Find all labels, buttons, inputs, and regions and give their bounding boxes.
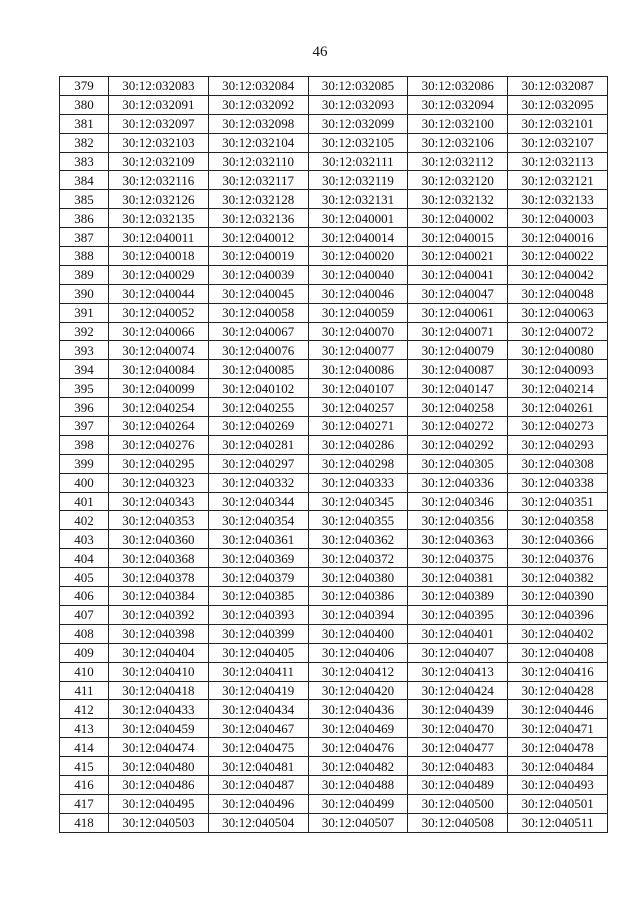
cadastral-number-3: 30:12:040380 bbox=[308, 568, 408, 587]
cadastral-number-1: 30:12:040392 bbox=[109, 605, 209, 624]
cadastral-number-4: 30:12:032086 bbox=[408, 77, 508, 96]
cadastral-number-1: 30:12:040474 bbox=[109, 738, 209, 757]
cadastral-number-2: 30:12:040332 bbox=[208, 473, 308, 492]
table-row bbox=[60, 77, 608, 96]
cadastral-number-5: 30:12:040003 bbox=[508, 209, 608, 228]
cadastral-number-5: 30:12:040338 bbox=[508, 473, 608, 492]
cadastral-number-4: 30:12:032112 bbox=[408, 152, 508, 171]
row-number: 411 bbox=[60, 681, 109, 700]
table-row bbox=[60, 190, 608, 209]
cadastral-number-5: 30:12:040358 bbox=[508, 511, 608, 530]
cadastral-number-4: 30:12:040002 bbox=[408, 209, 508, 228]
cadastral-number-1: 30:12:040404 bbox=[109, 643, 209, 662]
cadastral-number-2: 30:12:040019 bbox=[208, 247, 308, 266]
cadastral-number-2: 30:12:040039 bbox=[208, 265, 308, 284]
cadastral-number-5: 30:12:040478 bbox=[508, 738, 608, 757]
table-row bbox=[60, 133, 608, 152]
cadastral-number-1: 30:12:040074 bbox=[109, 341, 209, 360]
cadastral-number-2: 30:12:032136 bbox=[208, 209, 308, 228]
cadastral-number-5: 30:12:040471 bbox=[508, 719, 608, 738]
cadastral-number-5: 30:12:040273 bbox=[508, 417, 608, 436]
cadastral-number-2: 30:12:040297 bbox=[208, 454, 308, 473]
cadastral-number-2: 30:12:040385 bbox=[208, 587, 308, 606]
cadastral-number-2: 30:12:032084 bbox=[208, 77, 308, 96]
row-number: 401 bbox=[60, 492, 109, 511]
cadastral-number-5: 30:12:040493 bbox=[508, 775, 608, 794]
cadastral-number-1: 30:12:040018 bbox=[109, 247, 209, 266]
table-row bbox=[60, 247, 608, 266]
cadastral-number-3: 30:12:040046 bbox=[308, 284, 408, 303]
cadastral-number-2: 30:12:040361 bbox=[208, 530, 308, 549]
cadastral-number-5: 30:12:040042 bbox=[508, 265, 608, 284]
cadastral-number-1: 30:12:032097 bbox=[109, 114, 209, 133]
row-number: 410 bbox=[60, 662, 109, 681]
cadastral-number-5: 30:12:040093 bbox=[508, 360, 608, 379]
cadastral-number-5: 30:12:040390 bbox=[508, 587, 608, 606]
cadastral-number-3: 30:12:040333 bbox=[308, 473, 408, 492]
table-row bbox=[60, 265, 608, 284]
cadastral-number-2: 30:12:032117 bbox=[208, 171, 308, 190]
cadastral-number-1: 30:12:040418 bbox=[109, 681, 209, 700]
cadastral-number-5: 30:12:040484 bbox=[508, 757, 608, 776]
cadastral-number-5: 30:12:040501 bbox=[508, 794, 608, 813]
cadastral-number-1: 30:12:040323 bbox=[109, 473, 209, 492]
table-row bbox=[60, 794, 608, 813]
cadastral-number-1: 30:12:040398 bbox=[109, 624, 209, 643]
row-number: 399 bbox=[60, 454, 109, 473]
table-row bbox=[60, 454, 608, 473]
cadastral-number-4: 30:12:040079 bbox=[408, 341, 508, 360]
cadastral-number-3: 30:12:040070 bbox=[308, 322, 408, 341]
row-number: 381 bbox=[60, 114, 109, 133]
cadastral-number-4: 30:12:040401 bbox=[408, 624, 508, 643]
cadastral-number-1: 30:12:032109 bbox=[109, 152, 209, 171]
cadastral-number-5: 30:12:040351 bbox=[508, 492, 608, 511]
cadastral-number-1: 30:12:040378 bbox=[109, 568, 209, 587]
cadastral-number-3: 30:12:040507 bbox=[308, 813, 408, 832]
cadastral-number-4: 30:12:040483 bbox=[408, 757, 508, 776]
row-number: 406 bbox=[60, 587, 109, 606]
cadastral-number-5: 30:12:040261 bbox=[508, 398, 608, 417]
row-number: 385 bbox=[60, 190, 109, 209]
cadastral-number-1: 30:12:032126 bbox=[109, 190, 209, 209]
cadastral-number-5: 30:12:040396 bbox=[508, 605, 608, 624]
row-number: 404 bbox=[60, 549, 109, 568]
cadastral-number-4: 30:12:040047 bbox=[408, 284, 508, 303]
table-row bbox=[60, 303, 608, 322]
table-row bbox=[60, 398, 608, 417]
table-row bbox=[60, 435, 608, 454]
cadastral-number-1: 30:12:032116 bbox=[109, 171, 209, 190]
cadastral-number-2: 30:12:040475 bbox=[208, 738, 308, 757]
cadastral-number-4: 30:12:032120 bbox=[408, 171, 508, 190]
cadastral-number-4: 30:12:040021 bbox=[408, 247, 508, 266]
cadastral-number-1: 30:12:040410 bbox=[109, 662, 209, 681]
cadastral-number-5: 30:12:032107 bbox=[508, 133, 608, 152]
cadastral-number-3: 30:12:040271 bbox=[308, 417, 408, 436]
table-row bbox=[60, 775, 608, 794]
table-row bbox=[60, 417, 608, 436]
cadastral-number-4: 30:12:040489 bbox=[408, 775, 508, 794]
cadastral-number-2: 30:12:040393 bbox=[208, 605, 308, 624]
cadastral-number-5: 30:12:032087 bbox=[508, 77, 608, 96]
cadastral-number-4: 30:12:040395 bbox=[408, 605, 508, 624]
table-row bbox=[60, 284, 608, 303]
cadastral-number-2: 30:12:040045 bbox=[208, 284, 308, 303]
row-number: 389 bbox=[60, 265, 109, 284]
cadastral-number-3: 30:12:032111 bbox=[308, 152, 408, 171]
cadastral-number-5: 30:12:040416 bbox=[508, 662, 608, 681]
table-row bbox=[60, 511, 608, 530]
cadastral-number-2: 30:12:040379 bbox=[208, 568, 308, 587]
cadastral-number-3: 30:12:032085 bbox=[308, 77, 408, 96]
cadastral-number-3: 30:12:040499 bbox=[308, 794, 408, 813]
cadastral-number-1: 30:12:040254 bbox=[109, 398, 209, 417]
cadastral-number-2: 30:12:040255 bbox=[208, 398, 308, 417]
cadastral-number-4: 30:12:040470 bbox=[408, 719, 508, 738]
cadastral-number-3: 30:12:040257 bbox=[308, 398, 408, 417]
cadastral-number-4: 30:12:040375 bbox=[408, 549, 508, 568]
row-number: 408 bbox=[60, 624, 109, 643]
cadastral-number-3: 30:12:040077 bbox=[308, 341, 408, 360]
cadastral-number-3: 30:12:040362 bbox=[308, 530, 408, 549]
cadastral-number-3: 30:12:040436 bbox=[308, 700, 408, 719]
cadastral-number-2: 30:12:040344 bbox=[208, 492, 308, 511]
cadastral-table bbox=[59, 76, 608, 833]
row-number: 388 bbox=[60, 247, 109, 266]
cadastral-number-2: 30:12:040058 bbox=[208, 303, 308, 322]
row-number: 416 bbox=[60, 775, 109, 794]
cadastral-number-1: 30:12:040480 bbox=[109, 757, 209, 776]
cadastral-number-1: 30:12:040052 bbox=[109, 303, 209, 322]
cadastral-number-3: 30:12:040345 bbox=[308, 492, 408, 511]
cadastral-number-5: 30:12:040072 bbox=[508, 322, 608, 341]
cadastral-number-5: 30:12:032095 bbox=[508, 95, 608, 114]
row-number: 387 bbox=[60, 228, 109, 247]
page-number: 46 bbox=[312, 44, 328, 60]
cadastral-number-1: 30:12:040295 bbox=[109, 454, 209, 473]
cadastral-number-4: 30:12:040439 bbox=[408, 700, 508, 719]
cadastral-number-4: 30:12:032100 bbox=[408, 114, 508, 133]
cadastral-number-5: 30:12:040446 bbox=[508, 700, 608, 719]
cadastral-number-4: 30:12:040381 bbox=[408, 568, 508, 587]
row-number: 402 bbox=[60, 511, 109, 530]
row-number: 395 bbox=[60, 379, 109, 398]
cadastral-number-2: 30:12:032104 bbox=[208, 133, 308, 152]
cadastral-number-1: 30:12:040276 bbox=[109, 435, 209, 454]
cadastral-number-3: 30:12:040400 bbox=[308, 624, 408, 643]
row-number: 403 bbox=[60, 530, 109, 549]
row-number: 415 bbox=[60, 757, 109, 776]
row-number: 397 bbox=[60, 417, 109, 436]
cadastral-table-body bbox=[60, 77, 608, 833]
cadastral-number-5: 30:12:040382 bbox=[508, 568, 608, 587]
table-row bbox=[60, 322, 608, 341]
cadastral-number-5: 30:12:040293 bbox=[508, 435, 608, 454]
cadastral-number-3: 30:12:040001 bbox=[308, 209, 408, 228]
cadastral-number-2: 30:12:040067 bbox=[208, 322, 308, 341]
cadastral-number-4: 30:12:040508 bbox=[408, 813, 508, 832]
cadastral-number-5: 30:12:032121 bbox=[508, 171, 608, 190]
row-number: 382 bbox=[60, 133, 109, 152]
cadastral-number-4: 30:12:040305 bbox=[408, 454, 508, 473]
cadastral-number-2: 30:12:040281 bbox=[208, 435, 308, 454]
cadastral-number-4: 30:12:040413 bbox=[408, 662, 508, 681]
cadastral-number-3: 30:12:040420 bbox=[308, 681, 408, 700]
cadastral-number-4: 30:12:040041 bbox=[408, 265, 508, 284]
cadastral-number-5: 30:12:040214 bbox=[508, 379, 608, 398]
cadastral-number-4: 30:12:040272 bbox=[408, 417, 508, 436]
table-row bbox=[60, 549, 608, 568]
cadastral-number-5: 30:12:040022 bbox=[508, 247, 608, 266]
cadastral-number-3: 30:12:032119 bbox=[308, 171, 408, 190]
table-row bbox=[60, 681, 608, 700]
cadastral-number-2: 30:12:040102 bbox=[208, 379, 308, 398]
cadastral-number-1: 30:12:040084 bbox=[109, 360, 209, 379]
cadastral-number-4: 30:12:040424 bbox=[408, 681, 508, 700]
cadastral-number-3: 30:12:032099 bbox=[308, 114, 408, 133]
cadastral-number-2: 30:12:040354 bbox=[208, 511, 308, 530]
cadastral-number-2: 30:12:040076 bbox=[208, 341, 308, 360]
cadastral-number-4: 30:12:040061 bbox=[408, 303, 508, 322]
cadastral-number-2: 30:12:032092 bbox=[208, 95, 308, 114]
cadastral-number-1: 30:12:040433 bbox=[109, 700, 209, 719]
row-number: 412 bbox=[60, 700, 109, 719]
cadastral-number-5: 30:12:040511 bbox=[508, 813, 608, 832]
row-number: 386 bbox=[60, 209, 109, 228]
cadastral-number-2: 30:12:040012 bbox=[208, 228, 308, 247]
cadastral-number-4: 30:12:040363 bbox=[408, 530, 508, 549]
table-row bbox=[60, 95, 608, 114]
table-row bbox=[60, 114, 608, 133]
cadastral-number-3: 30:12:040488 bbox=[308, 775, 408, 794]
row-number: 409 bbox=[60, 643, 109, 662]
cadastral-number-4: 30:12:040389 bbox=[408, 587, 508, 606]
cadastral-number-3: 30:12:040014 bbox=[308, 228, 408, 247]
cadastral-number-4: 30:12:040147 bbox=[408, 379, 508, 398]
table-row bbox=[60, 587, 608, 606]
cadastral-number-1: 30:12:040264 bbox=[109, 417, 209, 436]
row-number: 390 bbox=[60, 284, 109, 303]
cadastral-number-5: 30:12:040048 bbox=[508, 284, 608, 303]
row-number: 418 bbox=[60, 813, 109, 832]
table-row bbox=[60, 700, 608, 719]
cadastral-number-1: 30:12:032091 bbox=[109, 95, 209, 114]
cadastral-number-3: 30:12:040406 bbox=[308, 643, 408, 662]
cadastral-number-3: 30:12:040469 bbox=[308, 719, 408, 738]
row-number: 380 bbox=[60, 95, 109, 114]
cadastral-number-5: 30:12:040308 bbox=[508, 454, 608, 473]
cadastral-number-5: 30:12:040366 bbox=[508, 530, 608, 549]
table-row bbox=[60, 757, 608, 776]
cadastral-number-2: 30:12:040269 bbox=[208, 417, 308, 436]
cadastral-number-4: 30:12:040292 bbox=[408, 435, 508, 454]
cadastral-number-4: 30:12:040346 bbox=[408, 492, 508, 511]
table-row bbox=[60, 643, 608, 662]
cadastral-number-1: 30:12:040099 bbox=[109, 379, 209, 398]
cadastral-number-3: 30:12:040386 bbox=[308, 587, 408, 606]
cadastral-number-5: 30:12:040376 bbox=[508, 549, 608, 568]
cadastral-number-2: 30:12:032128 bbox=[208, 190, 308, 209]
cadastral-number-4: 30:12:040336 bbox=[408, 473, 508, 492]
cadastral-number-3: 30:12:040355 bbox=[308, 511, 408, 530]
cadastral-number-1: 30:12:040343 bbox=[109, 492, 209, 511]
cadastral-number-2: 30:12:040419 bbox=[208, 681, 308, 700]
cadastral-number-3: 30:12:040394 bbox=[308, 605, 408, 624]
row-number: 384 bbox=[60, 171, 109, 190]
table-row bbox=[60, 530, 608, 549]
row-number: 398 bbox=[60, 435, 109, 454]
cadastral-number-3: 30:12:040482 bbox=[308, 757, 408, 776]
cadastral-number-5: 30:12:040016 bbox=[508, 228, 608, 247]
row-number: 393 bbox=[60, 341, 109, 360]
cadastral-number-4: 30:12:040258 bbox=[408, 398, 508, 417]
cadastral-number-1: 30:12:040368 bbox=[109, 549, 209, 568]
cadastral-number-5: 30:12:040428 bbox=[508, 681, 608, 700]
cadastral-number-3: 30:12:040412 bbox=[308, 662, 408, 681]
cadastral-number-2: 30:12:040405 bbox=[208, 643, 308, 662]
table-row bbox=[60, 341, 608, 360]
cadastral-number-1: 30:12:040503 bbox=[109, 813, 209, 832]
table-row bbox=[60, 360, 608, 379]
cadastral-number-3: 30:12:040107 bbox=[308, 379, 408, 398]
table-row bbox=[60, 492, 608, 511]
cadastral-number-5: 30:12:032101 bbox=[508, 114, 608, 133]
table-row bbox=[60, 813, 608, 832]
row-number: 396 bbox=[60, 398, 109, 417]
cadastral-number-3: 30:12:040298 bbox=[308, 454, 408, 473]
cadastral-number-4: 30:12:032106 bbox=[408, 133, 508, 152]
cadastral-number-4: 30:12:040087 bbox=[408, 360, 508, 379]
row-number: 414 bbox=[60, 738, 109, 757]
row-number: 383 bbox=[60, 152, 109, 171]
cadastral-number-4: 30:12:032132 bbox=[408, 190, 508, 209]
table-row bbox=[60, 719, 608, 738]
cadastral-number-3: 30:12:040286 bbox=[308, 435, 408, 454]
table-row bbox=[60, 171, 608, 190]
row-number: 400 bbox=[60, 473, 109, 492]
cadastral-number-4: 30:12:040071 bbox=[408, 322, 508, 341]
table-row bbox=[60, 568, 608, 587]
cadastral-number-1: 30:12:040044 bbox=[109, 284, 209, 303]
cadastral-number-4: 30:12:040407 bbox=[408, 643, 508, 662]
cadastral-number-3: 30:12:040020 bbox=[308, 247, 408, 266]
cadastral-number-2: 30:12:032110 bbox=[208, 152, 308, 171]
cadastral-number-5: 30:12:032113 bbox=[508, 152, 608, 171]
cadastral-number-3: 30:12:040476 bbox=[308, 738, 408, 757]
cadastral-number-5: 30:12:040408 bbox=[508, 643, 608, 662]
cadastral-number-2: 30:12:040467 bbox=[208, 719, 308, 738]
cadastral-number-3: 30:12:040372 bbox=[308, 549, 408, 568]
cadastral-number-2: 30:12:032098 bbox=[208, 114, 308, 133]
cadastral-number-1: 30:12:040360 bbox=[109, 530, 209, 549]
row-number: 392 bbox=[60, 322, 109, 341]
cadastral-number-1: 30:12:032083 bbox=[109, 77, 209, 96]
table-row bbox=[60, 662, 608, 681]
cadastral-number-3: 30:12:040086 bbox=[308, 360, 408, 379]
table-row bbox=[60, 624, 608, 643]
cadastral-number-4: 30:12:040356 bbox=[408, 511, 508, 530]
cadastral-number-3: 30:12:032131 bbox=[308, 190, 408, 209]
cadastral-number-2: 30:12:040369 bbox=[208, 549, 308, 568]
cadastral-number-2: 30:12:040487 bbox=[208, 775, 308, 794]
row-number: 394 bbox=[60, 360, 109, 379]
cadastral-number-3: 30:12:040040 bbox=[308, 265, 408, 284]
table-row bbox=[60, 379, 608, 398]
cadastral-number-1: 30:12:040495 bbox=[109, 794, 209, 813]
cadastral-number-1: 30:12:040029 bbox=[109, 265, 209, 284]
cadastral-number-4: 30:12:040477 bbox=[408, 738, 508, 757]
cadastral-number-2: 30:12:040085 bbox=[208, 360, 308, 379]
cadastral-number-3: 30:12:032105 bbox=[308, 133, 408, 152]
table-row bbox=[60, 209, 608, 228]
row-number: 413 bbox=[60, 719, 109, 738]
cadastral-number-2: 30:12:040411 bbox=[208, 662, 308, 681]
cadastral-number-5: 30:12:040402 bbox=[508, 624, 608, 643]
table-row bbox=[60, 473, 608, 492]
cadastral-number-3: 30:12:040059 bbox=[308, 303, 408, 322]
cadastral-number-5: 30:12:040080 bbox=[508, 341, 608, 360]
cadastral-number-4: 30:12:032094 bbox=[408, 95, 508, 114]
cadastral-number-1: 30:12:032103 bbox=[109, 133, 209, 152]
row-number: 417 bbox=[60, 794, 109, 813]
cadastral-number-1: 30:12:040486 bbox=[109, 775, 209, 794]
cadastral-number-2: 30:12:040434 bbox=[208, 700, 308, 719]
table-row bbox=[60, 605, 608, 624]
cadastral-number-3: 30:12:032093 bbox=[308, 95, 408, 114]
row-number: 379 bbox=[60, 77, 109, 96]
cadastral-number-4: 30:12:040500 bbox=[408, 794, 508, 813]
cadastral-number-5: 30:12:040063 bbox=[508, 303, 608, 322]
row-number: 405 bbox=[60, 568, 109, 587]
cadastral-number-2: 30:12:040496 bbox=[208, 794, 308, 813]
table-row bbox=[60, 152, 608, 171]
cadastral-number-4: 30:12:040015 bbox=[408, 228, 508, 247]
cadastral-number-2: 30:12:040504 bbox=[208, 813, 308, 832]
cadastral-number-5: 30:12:032133 bbox=[508, 190, 608, 209]
cadastral-number-1: 30:12:040011 bbox=[109, 228, 209, 247]
cadastral-number-1: 30:12:040353 bbox=[109, 511, 209, 530]
table-row bbox=[60, 228, 608, 247]
cadastral-number-2: 30:12:040481 bbox=[208, 757, 308, 776]
cadastral-number-2: 30:12:040399 bbox=[208, 624, 308, 643]
cadastral-number-1: 30:12:040459 bbox=[109, 719, 209, 738]
cadastral-number-1: 30:12:040066 bbox=[109, 322, 209, 341]
row-number: 391 bbox=[60, 303, 109, 322]
cadastral-number-1: 30:12:040384 bbox=[109, 587, 209, 606]
table-row bbox=[60, 738, 608, 757]
cadastral-number-1: 30:12:032135 bbox=[109, 209, 209, 228]
row-number: 407 bbox=[60, 605, 109, 624]
